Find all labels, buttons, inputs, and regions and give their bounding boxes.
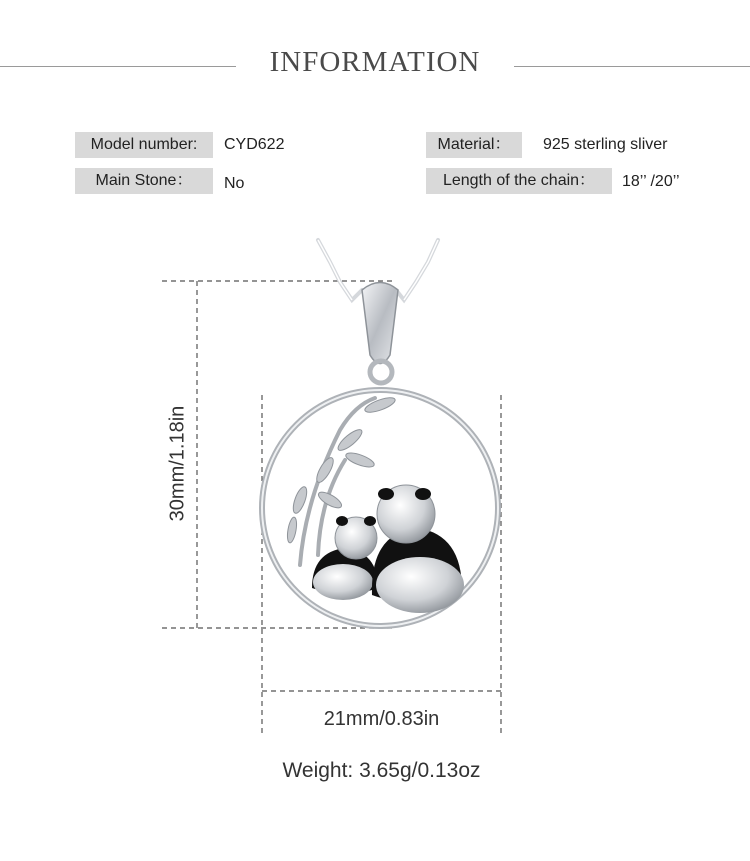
material-label: Material：: [426, 132, 522, 158]
width-dimension-label: 21mm/0.83in: [323, 708, 440, 730]
big-panda: [372, 485, 464, 613]
weight-label: Weight: 3.65g/0.13oz: [282, 759, 481, 782]
main-stone-label: Main Stone：: [75, 168, 213, 194]
material-value: 925 sterling sliver: [543, 136, 668, 153]
bail: [362, 283, 398, 364]
chain-length-label: Length of the chain：: [426, 168, 612, 194]
model-number-label: Model number:: [75, 132, 213, 158]
main-stone-value: No: [224, 175, 245, 192]
model-number-value: CYD622: [224, 136, 285, 153]
jump-ring: [370, 361, 392, 383]
chain-length-value: 18’’ /20’’: [622, 173, 680, 190]
section-title: INFORMATION: [269, 46, 481, 78]
height-dimension-label: 30mm/1.18in: [166, 405, 189, 522]
